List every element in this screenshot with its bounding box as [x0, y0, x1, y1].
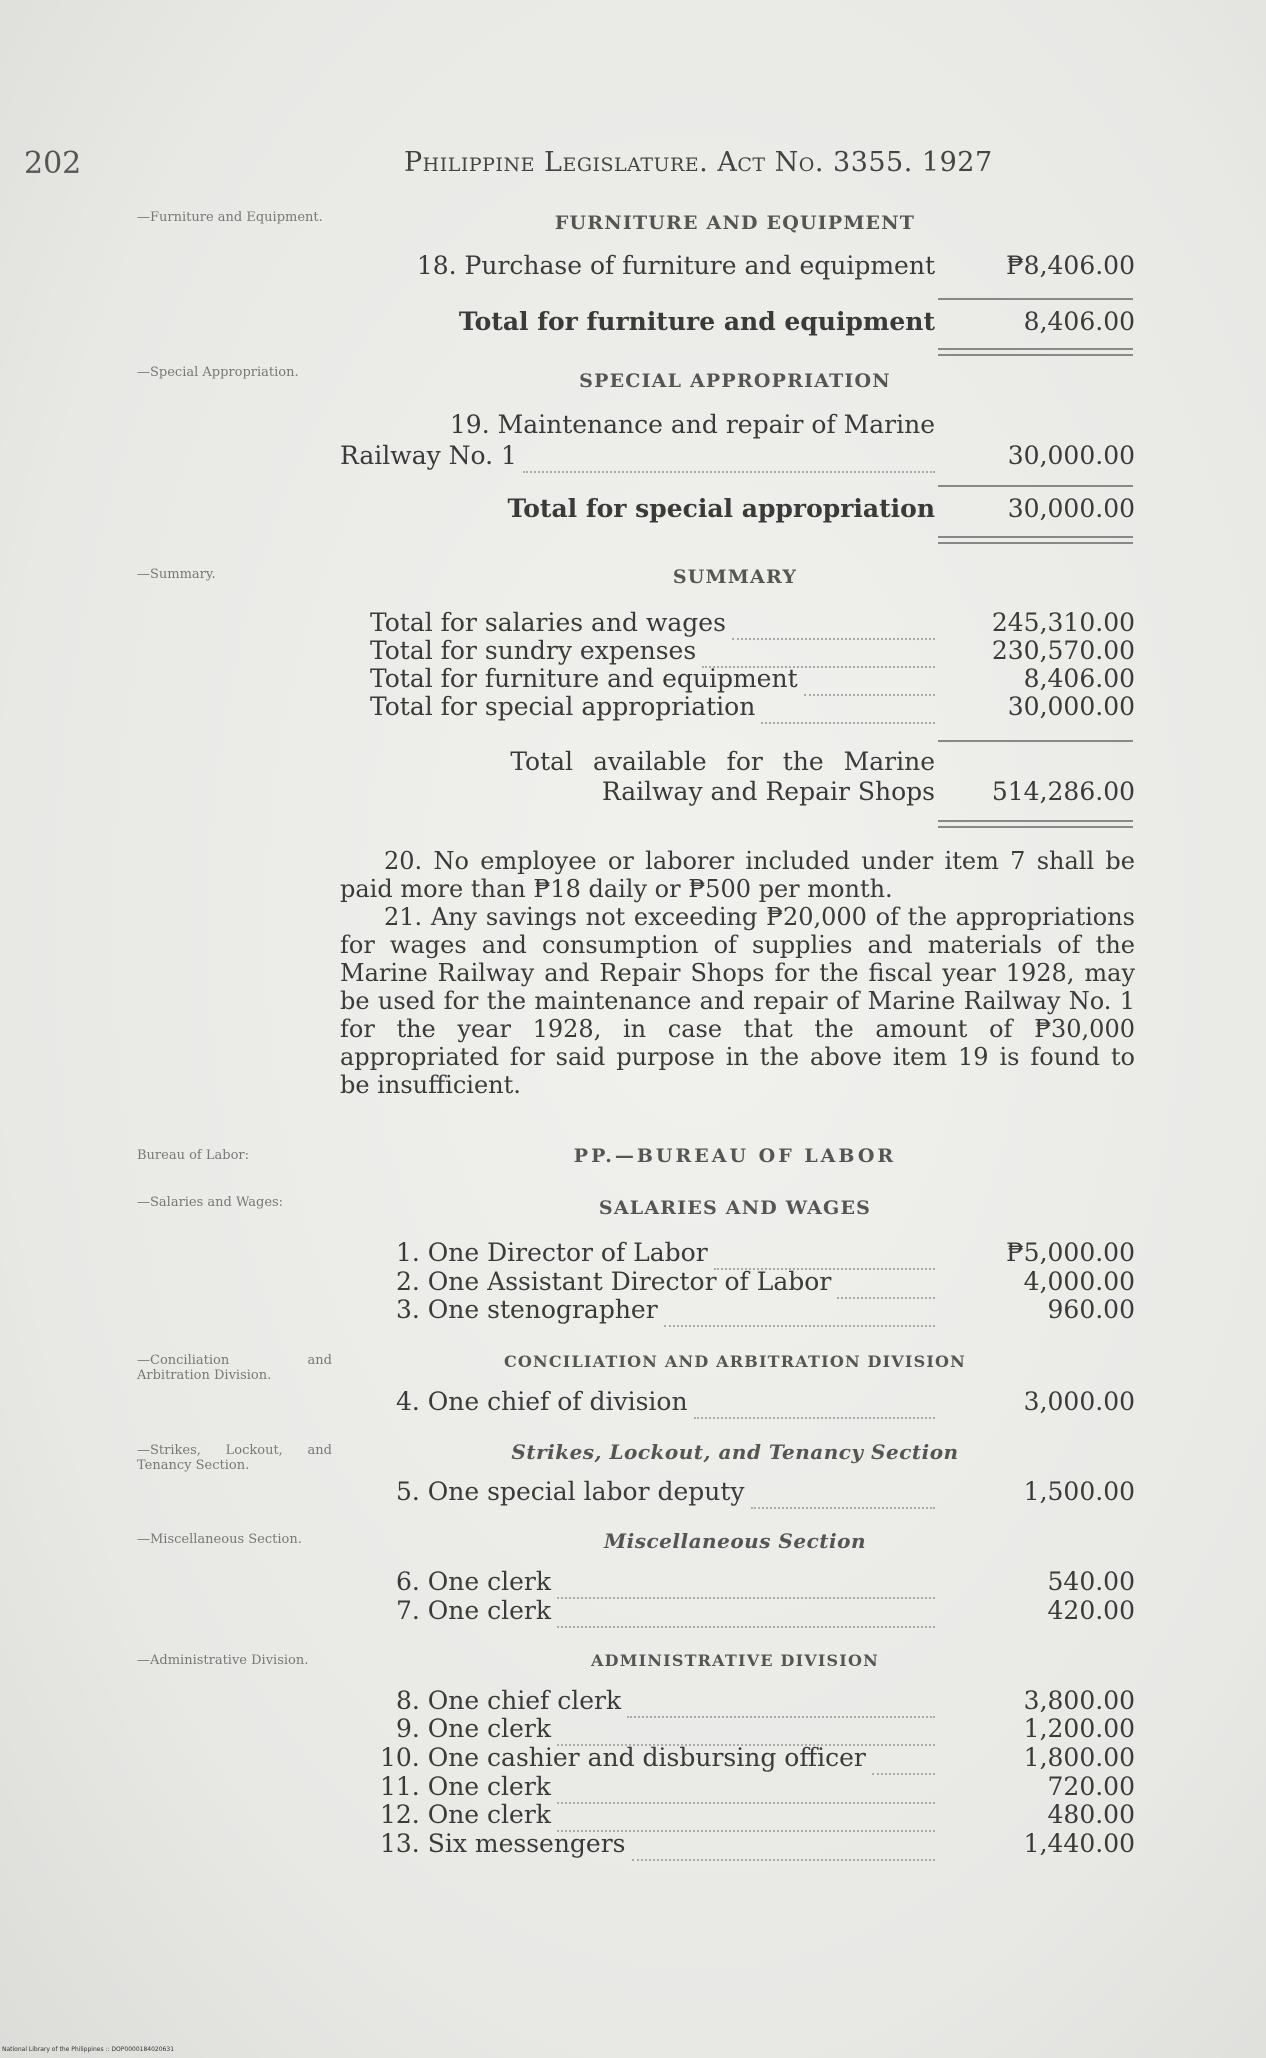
admin-amount: 1,800.00 — [1023, 1743, 1135, 1772]
admin-amount: 480.00 — [1047, 1800, 1135, 1829]
admin-label: 12. One clerk — [380, 1800, 551, 1829]
dot-leader — [523, 441, 935, 473]
summary-amount: 230,570.00 — [991, 636, 1135, 665]
summary-amount: 30,000.00 — [1007, 692, 1135, 721]
margin-note-strikes: —Strikes, Lockout, and Tenancy Section. — [137, 1443, 332, 1473]
heading-salaries: SALARIES AND WAGES — [598, 1197, 872, 1219]
heading-conciliation: CONCILIATION AND ARBITRATION DIVISION — [503, 1352, 967, 1371]
rule-single — [938, 298, 1133, 300]
margin-note-bureau: Bureau of Labor: — [137, 1148, 249, 1163]
admin-amount: 1,200.00 — [1023, 1714, 1135, 1743]
salary-amount: 960.00 — [1047, 1295, 1135, 1324]
summary-label: Total for salaries and wages — [370, 608, 726, 637]
item-18-label: 18. Purchase of furniture and equipment — [416, 251, 935, 280]
summary-total-amount: 514,286.00 — [991, 777, 1135, 806]
heading-special: SPECIAL APPROPRIATION — [579, 370, 891, 392]
admin-row — [340, 1686, 1135, 1716]
strikes-amount: 1,500.00 — [1023, 1477, 1135, 1506]
margin-note-summary: —Summary. — [137, 567, 216, 582]
summary-row — [340, 636, 1135, 666]
summary-row — [340, 692, 1135, 722]
heading-summary: SUMMARY — [672, 566, 798, 588]
margin-note-salaries: —Salaries and Wages: — [137, 1195, 284, 1210]
dot-leader — [632, 1829, 935, 1861]
admin-row — [340, 1772, 1135, 1802]
misc-label: 6. One clerk — [396, 1567, 552, 1596]
scan-credit: National Library of the Philippines :: DOP0000184020631 — [2, 2046, 175, 2053]
admin-row — [340, 1714, 1135, 1744]
page-number: 202 — [24, 146, 82, 181]
heading-bureau-of-labor: PP.—BUREAU OF LABOR — [573, 1145, 897, 1167]
summary-row — [340, 608, 1135, 638]
admin-label: 13. Six messengers — [380, 1829, 626, 1858]
heading-admin: ADMINISTRATIVE DIVISION — [591, 1651, 879, 1670]
conciliation-label: 4. One chief of division — [396, 1387, 688, 1416]
misc-amount: 420.00 — [1047, 1596, 1135, 1625]
salary-label: 3. One stenographer — [396, 1295, 658, 1324]
admin-row — [340, 1743, 1135, 1773]
dot-leader — [664, 1295, 935, 1327]
item-19-label-1: 19. Maintenance and repair of Marine — [449, 410, 935, 439]
salary-amount: ₱5,000.00 — [1006, 1238, 1135, 1267]
admin-row — [340, 1829, 1135, 1859]
summary-total-line1 — [340, 747, 1135, 777]
furniture-total-amount: 8,406.00 — [1023, 307, 1135, 336]
strikes-row — [340, 1477, 1135, 1507]
summary-row — [340, 664, 1135, 694]
misc-label: 7. One clerk — [396, 1596, 552, 1625]
item-19-amount: 30,000.00 — [1007, 441, 1135, 470]
item-18-amount: ₱8,406.00 — [1006, 251, 1135, 280]
summary-amount: 8,406.00 — [1023, 664, 1135, 693]
admin-label: 11. One clerk — [380, 1772, 551, 1801]
heading-furniture: FURNITURE AND EQUIPMENT — [554, 212, 916, 234]
dot-leader — [751, 1477, 935, 1509]
furniture-total-label: Total for furniture and equipment — [458, 307, 935, 336]
rule-single — [938, 485, 1133, 487]
dot-leader — [557, 1800, 935, 1832]
summary-label: Total for sundry expenses — [370, 636, 697, 665]
admin-amount: 3,800.00 — [1023, 1686, 1135, 1715]
misc-row — [340, 1567, 1135, 1597]
salary-row — [340, 1295, 1135, 1325]
item-19-line2 — [340, 441, 1135, 471]
dot-leader — [557, 1714, 935, 1746]
conciliation-row — [340, 1387, 1135, 1417]
header-title: Philippine Legislature. — [404, 147, 709, 178]
margin-note-misc: —Miscellaneous Section. — [137, 1532, 302, 1547]
dot-leader — [714, 1238, 935, 1270]
dot-leader — [557, 1596, 935, 1628]
heading-strikes-section: Strikes, Lockout, and Tenancy Section — [511, 1440, 959, 1464]
rule-double — [938, 820, 1133, 828]
heading-misc-section: Miscellaneous Section — [604, 1529, 866, 1553]
margin-note-conciliation: —Conciliation and Arbitration Division. — [137, 1353, 332, 1383]
special-total-row — [340, 494, 1135, 524]
item-19-label-2: Railway No. 1 — [340, 441, 517, 470]
rule-single — [938, 740, 1133, 742]
salary-label: 1. One Director of Labor — [396, 1238, 708, 1267]
summary-label: Total for special appropriation — [370, 692, 756, 721]
admin-amount: 720.00 — [1047, 1772, 1135, 1801]
item-18-row — [340, 251, 1135, 281]
admin-label: 9. One clerk — [396, 1714, 552, 1743]
summary-label: Total for furniture and equipment — [370, 664, 798, 693]
rule-double — [938, 536, 1133, 544]
header-year: 1927 — [921, 147, 993, 178]
provisos — [340, 847, 1135, 1099]
misc-row — [340, 1596, 1135, 1626]
dot-leader — [872, 1743, 935, 1775]
admin-row — [340, 1800, 1135, 1830]
margin-note-furniture: —Furniture and Equipment. — [137, 210, 323, 225]
paragraph-21: 21. Any savings not exceeding ₱20,000 of the appropriations for wages and consumption of supplies and materials of the Marine Railway and Repair Shops for the fiscal year 1928, may be used for the maintenance and repair of Marine Railway No. 1 for the year 1928, in case that the amount of ₱30,000 appropriated for said purpose in the above item 19 is found to be insufficient. — [340, 903, 1135, 1099]
margin-note-special: —Special Appropriation. — [137, 365, 299, 380]
rule-double — [938, 348, 1133, 356]
header-act: Act No. 3355. — [717, 147, 913, 178]
admin-label: 8. One chief clerk — [396, 1686, 622, 1715]
dot-leader — [761, 692, 935, 724]
special-total-amount: 30,000.00 — [1007, 494, 1135, 523]
summary-total-label-2: Railway and Repair Shops — [601, 777, 935, 806]
paragraph-20: 20. No employee or laborer included under item 7 shall be paid more than ₱18 daily or ₱500 per month. — [340, 847, 1135, 903]
dot-leader — [557, 1567, 935, 1599]
salary-row — [340, 1267, 1135, 1297]
summary-amount: 245,310.00 — [991, 608, 1135, 637]
margin-note-admin: —Administrative Division. — [137, 1653, 309, 1668]
special-total-label: Total for special appropriation — [507, 494, 935, 523]
admin-amount: 1,440.00 — [1023, 1829, 1135, 1858]
salary-amount: 4,000.00 — [1023, 1267, 1135, 1296]
running-header — [404, 147, 993, 178]
furniture-total-row — [340, 307, 1135, 337]
item-19-line1 — [340, 410, 1135, 440]
salary-row — [340, 1238, 1135, 1268]
strikes-label: 5. One special labor deputy — [396, 1477, 745, 1506]
misc-amount: 540.00 — [1047, 1567, 1135, 1596]
summary-total-line2 — [340, 777, 1135, 807]
salary-label: 2. One Assistant Director of Labor — [396, 1267, 832, 1296]
conciliation-amount: 3,000.00 — [1023, 1387, 1135, 1416]
admin-label: 10. One cashier and disbursing officer — [380, 1743, 866, 1772]
summary-total-label-1: Total available for the Marine — [510, 747, 935, 776]
dot-leader — [694, 1387, 935, 1419]
